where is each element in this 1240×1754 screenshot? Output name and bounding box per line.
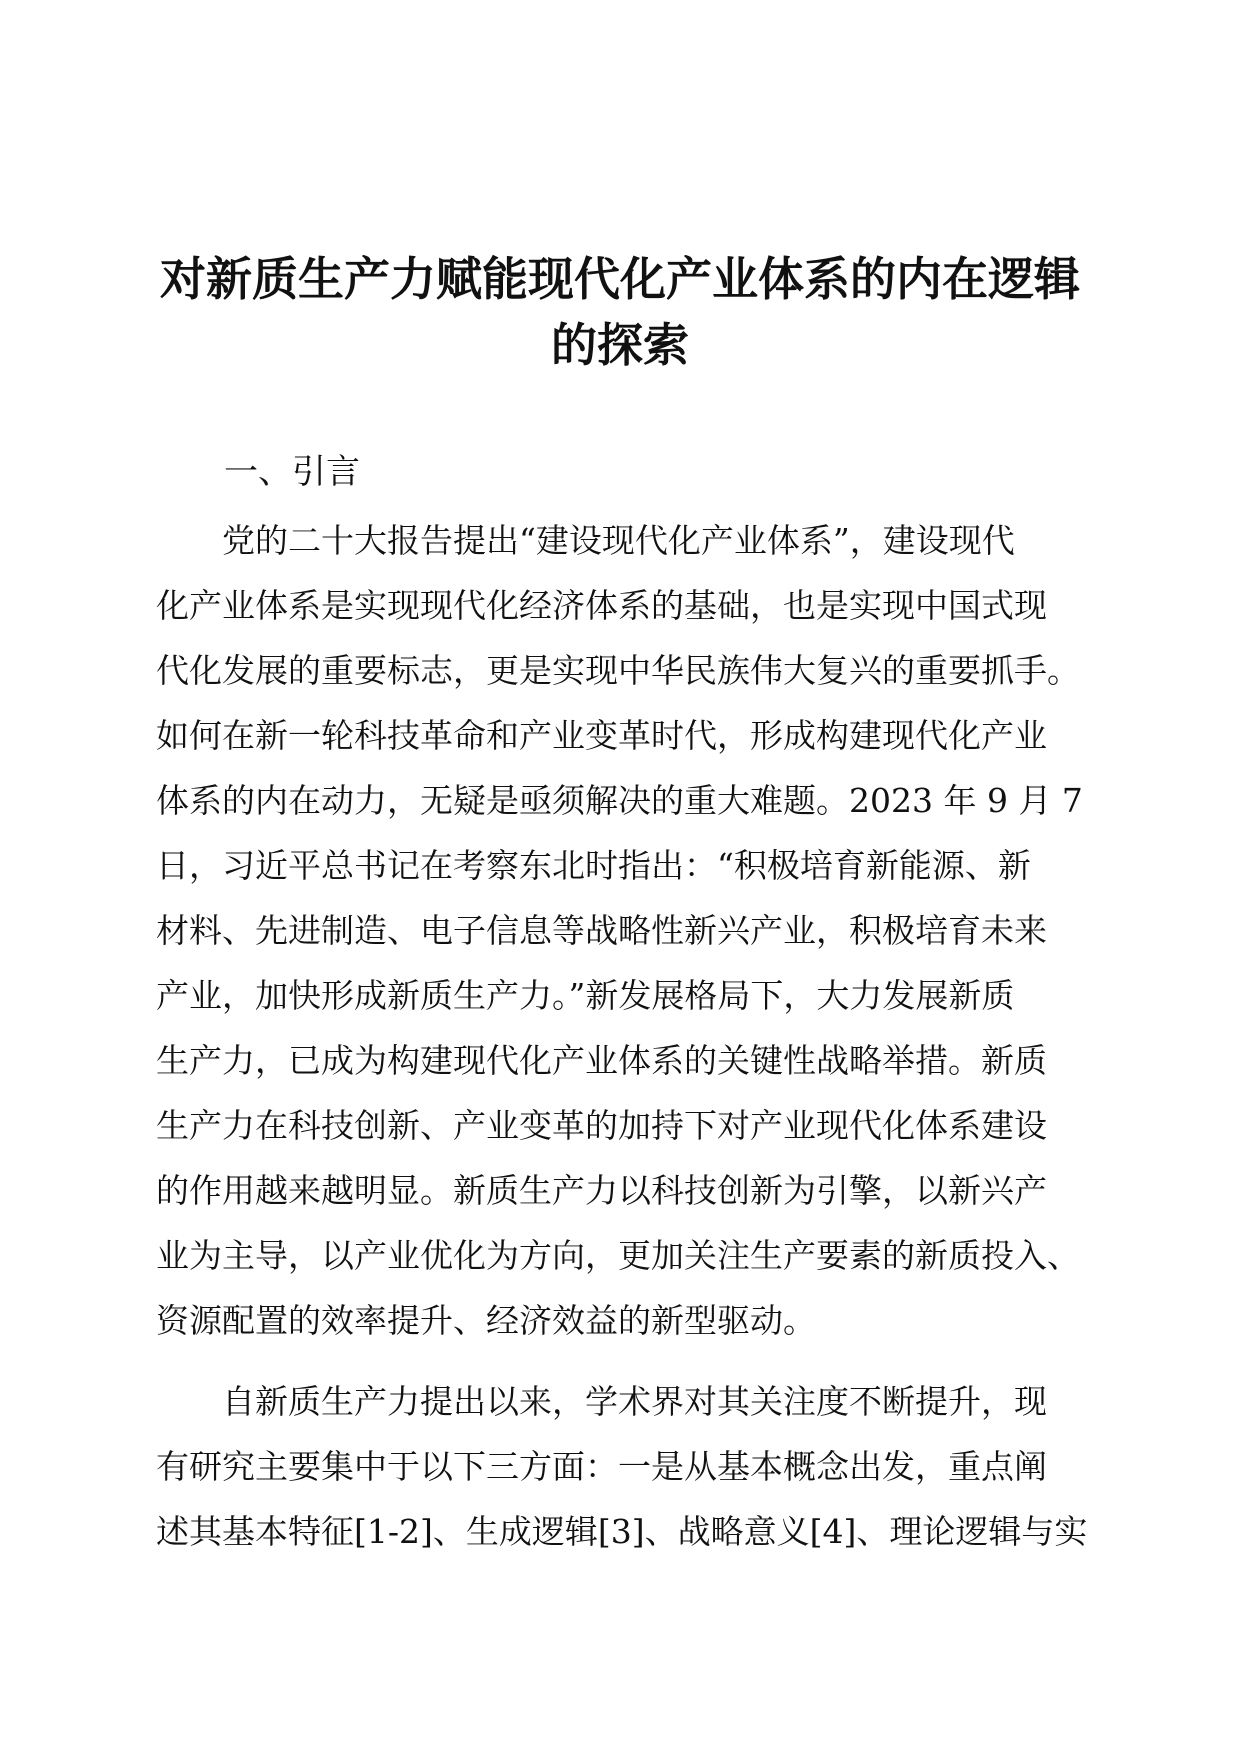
title-line: 的探索 <box>551 318 689 372</box>
paragraph-line: 生产力，已成为构建现代化产业体系的关键性战略举措。新质 <box>156 1041 1047 1080</box>
paragraph-line: 代化发展的重要标志，更是实现中华民族伟大复兴的重要抓手。 <box>156 651 1080 690</box>
paragraph-line: 党的二十大报告提出“建设现代化产业体系”，建设现代 <box>156 521 1015 560</box>
paragraph-line: 自新质生产力提出以来，学术界对其关注度不断提升，现 <box>156 1382 1047 1421</box>
paragraph-line: 材料、先进制造、电子信息等战略性新兴产业，积极培育未来 <box>156 911 1047 950</box>
paragraph-research <box>156 1369 1088 1564</box>
paragraph-line: 述其基本特征[1-2]、生成逻辑[3]、战略意义[4]、理论逻辑与实 <box>156 1512 1088 1551</box>
paragraph-line: 业为主导，以产业优化为方向，更加关注生产要素的新质投入、 <box>156 1236 1080 1275</box>
paragraph-intro <box>156 508 1083 1353</box>
paragraph-line: 的作用越来越明显。新质生产力以科技创新为引擎，以新兴产 <box>156 1171 1047 1210</box>
paragraph-line: 如何在新一轮科技革命和产业变革时代，形成构建现代化产业 <box>156 716 1047 755</box>
paragraph-line: 有研究主要集中于以下三方面：一是从基本概念出发，重点阐 <box>156 1447 1047 1486</box>
document-title <box>120 246 1120 378</box>
paragraph-line: 化产业体系是实现现代化经济体系的基础，也是实现中国式现 <box>156 586 1047 625</box>
paragraph-line: 产业，加快形成新质生产力。”新发展格局下，大力发展新质 <box>156 976 1015 1015</box>
paragraph-line: 生产力在科技创新、产业变革的加持下对产业现代化体系建设 <box>156 1106 1047 1145</box>
paragraph-line: 资源配置的效率提升、经济效益的新型驱动。 <box>156 1301 816 1340</box>
paragraph-line: 体系的内在动力，无疑是亟须解决的重大难题。2023 年 9 月 7 <box>156 781 1083 820</box>
title-line: 对新质生产力赋能现代化产业体系的内在逻辑 <box>160 252 1080 306</box>
paragraph-line: 日，习近平总书记在考察东北时指出：“积极培育新能源、新 <box>156 846 1031 885</box>
section-heading: 一、引言 <box>224 452 360 492</box>
